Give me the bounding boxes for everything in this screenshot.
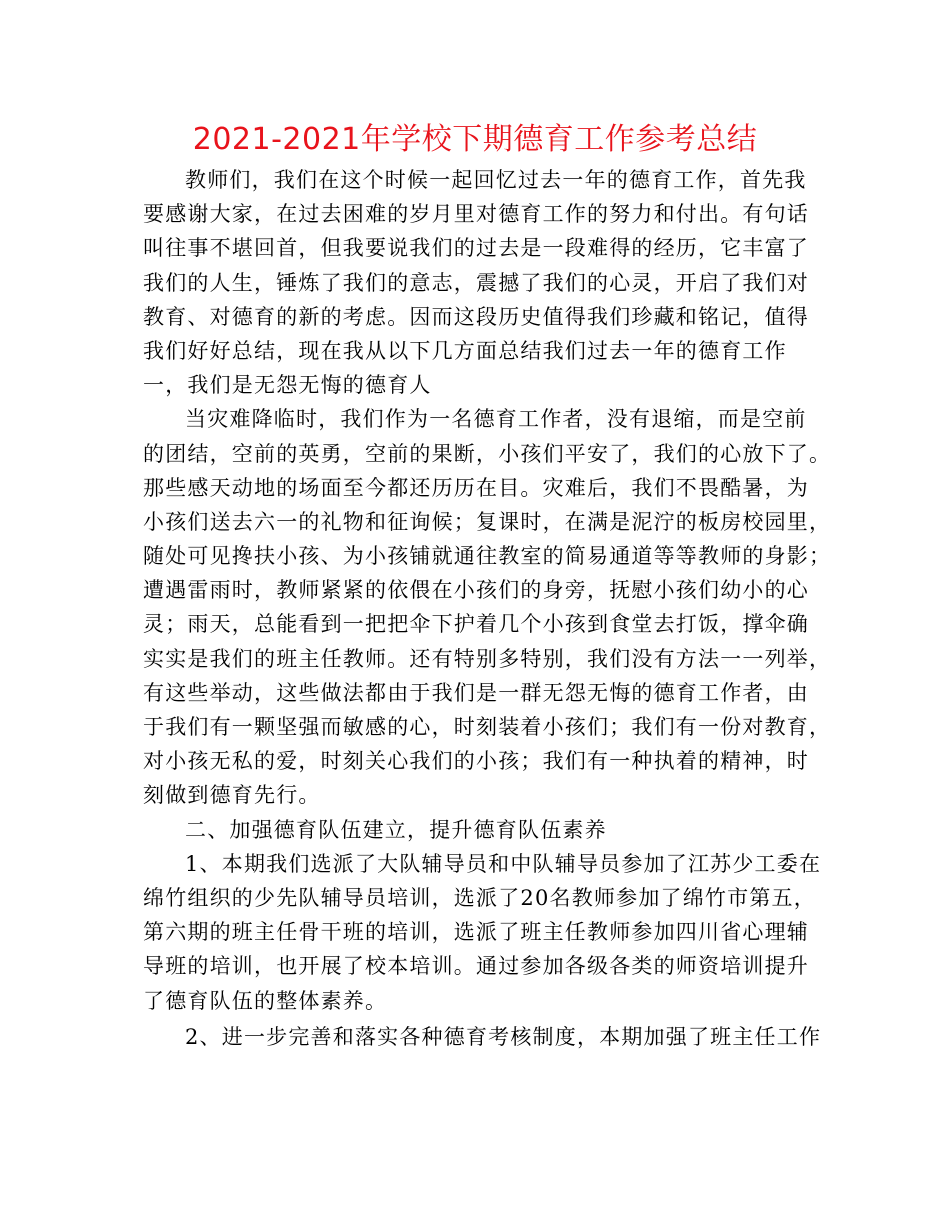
text-line: 于我们有一颗坚强而敏感的心，时刻装着小孩们；我们有一份对教育， — [143, 715, 832, 739]
text-line: 一，我们是无怨无悔的德育人 — [143, 373, 432, 398]
text-line: 随处可见搀扶小孩、为小孩铺就通往教室的简易通道等等教师的身影； — [143, 544, 832, 569]
text-line: 导班的培训，也开展了校本培训。通过参加各级各类的师资培训提升 — [143, 954, 809, 979]
text-line: 第六期的班主任骨干班的培训，选派了班主任教师参加四川省心理辅 — [143, 920, 809, 945]
text-line: 叫往事不堪回首，但我要说我们的过去是一段难得的经历，它丰富了 — [143, 236, 809, 261]
paragraph — [143, 163, 823, 402]
document-body — [143, 163, 832, 1054]
text-line: 刻做到德育先行。 — [143, 783, 321, 808]
text-line: 1、本期我们选派了大队辅导员和中队辅导员参加了江苏少工委在 — [185, 851, 822, 876]
text-line: 灵；雨天，总能看到一把把伞下护着几个小孩到食堂去打饭，撑伞确 — [143, 612, 809, 637]
text-line: 实实是我们的班主任教师。还有特别多特别，我们没有方法一一列举， — [143, 646, 832, 671]
text-line: 对小孩无私的爱，时刻关心我们的小孩；我们有一种执着的精神，时 — [143, 749, 809, 774]
text-line: 当灾难降临时，我们作为一名德育工作者，没有退缩，而是空前 — [185, 407, 807, 432]
text-line: 小孩们送去六一的礼物和征询候；复课时，在满是泥泞的板房校园里， — [143, 509, 832, 534]
text-line: 绵竹组织的少先队辅导员培训，选派了20名教师参加了绵竹市第五， — [143, 885, 816, 910]
text-line: 那些感天动地的场面至今都还历历在目。灾难后，我们不畏酷暑，为 — [143, 475, 809, 500]
paragraph — [143, 847, 823, 1018]
text-line: 我们的人生，锤炼了我们的意志，震撼了我们的心灵，开启了我们对 — [143, 270, 809, 295]
document-title: 2021-2021年学校下期德育工作参考总结 — [192, 122, 758, 157]
text-line: 有这些举动，这些做法都由于我们是一群无怨无悔的德育工作者，由 — [143, 680, 809, 705]
paragraph — [143, 1020, 823, 1054]
text-line: 教师们，我们在这个时候一起回忆过去一年的德育工作，首先我 — [185, 168, 807, 192]
text-line: 的团结，空前的英勇，空前的果断，小孩们平安了，我们的心放下了。 — [143, 441, 832, 466]
text-line: 2、进一步完善和落实各种德育考核制度，本期加强了班主任工作 — [185, 1024, 822, 1049]
text-line: 我们好好总结，现在我从以下几方面总结我们过去一年的德育工作 — [143, 338, 787, 363]
text-line: 要感谢大家，在过去困难的岁月里对德育工作的努力和付出。有句话 — [143, 202, 809, 227]
paragraph — [143, 402, 832, 812]
text-line: 遭遇雷雨时，教师紧紧的依偎在小孩们的身旁，抚慰小孩们幼小的心 — [143, 578, 809, 603]
text-line: 了德育队伍的整体素养。 — [143, 988, 388, 1013]
section-heading — [143, 813, 823, 847]
text-line: 教育、对德育的新的考虑。因而这段历史值得我们珍藏和铭记，值得 — [143, 304, 809, 329]
text-line: 二、加强德育队伍建立，提升德育队伍素养 — [185, 817, 607, 842]
